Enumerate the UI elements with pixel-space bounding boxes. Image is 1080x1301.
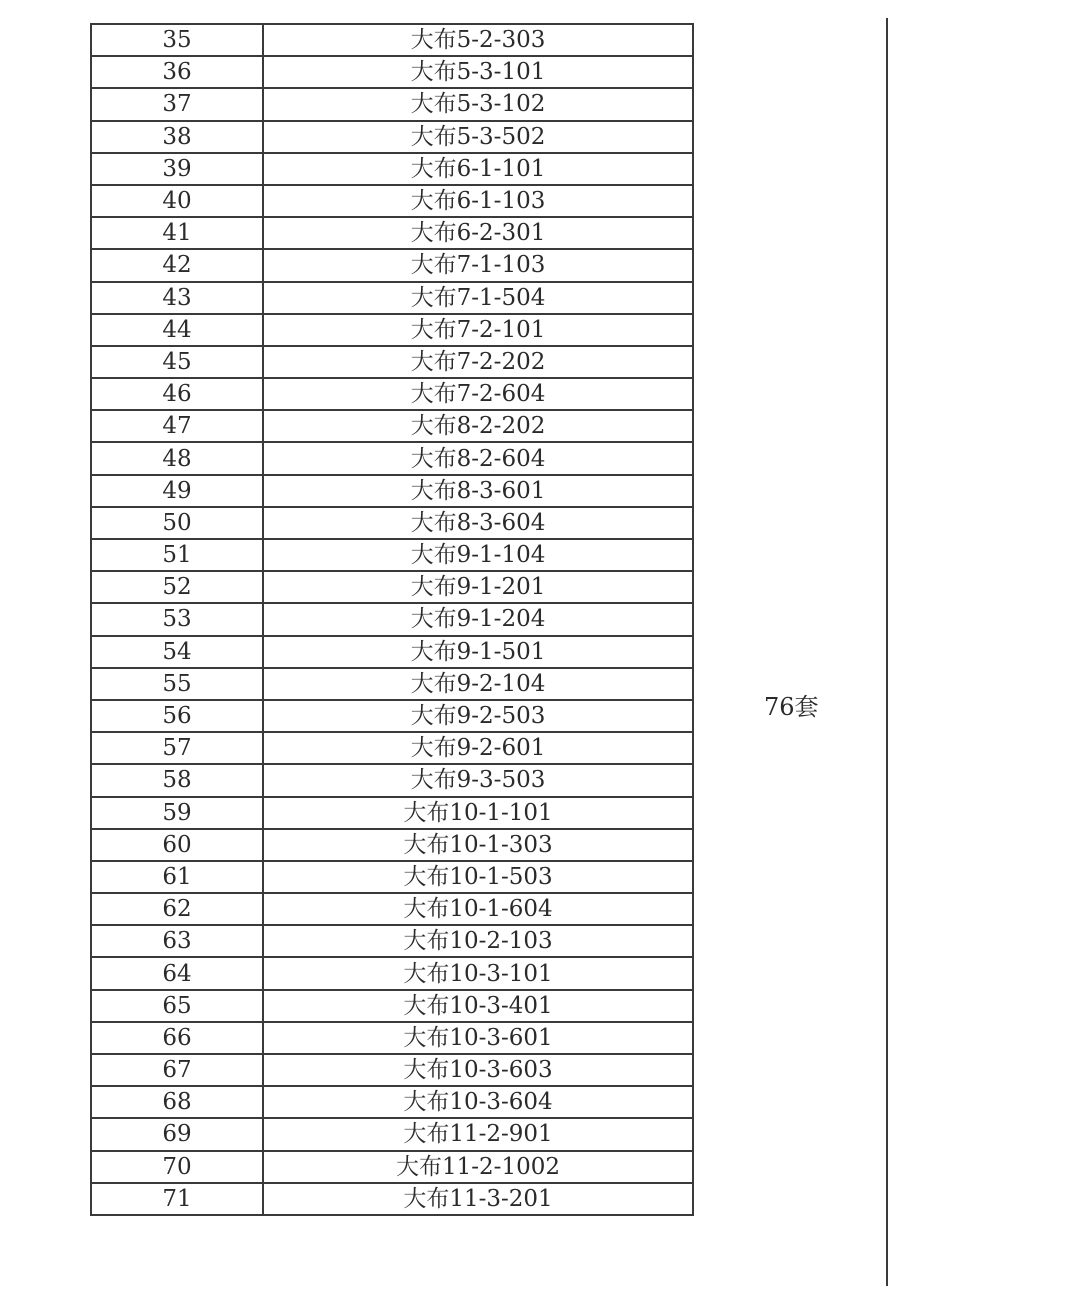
row-number-cell: 52 bbox=[91, 571, 263, 603]
table-row bbox=[91, 24, 693, 56]
row-number-cell: 57 bbox=[91, 732, 263, 764]
total-count-label: 76套 bbox=[764, 693, 819, 721]
room-id-cell: 大布9-2-503 bbox=[263, 700, 693, 732]
room-id-cell: 大布10-3-401 bbox=[263, 990, 693, 1022]
row-number-cell: 42 bbox=[91, 249, 263, 281]
room-id-cell: 大布11-2-1002 bbox=[263, 1151, 693, 1183]
table-row bbox=[91, 217, 693, 249]
room-id-cell: 大布10-3-604 bbox=[263, 1086, 693, 1118]
room-id-cell: 大布9-3-503 bbox=[263, 764, 693, 796]
table-row bbox=[91, 1151, 693, 1183]
room-id-cell: 大布7-2-604 bbox=[263, 378, 693, 410]
table-row bbox=[91, 1183, 693, 1215]
room-id-cell: 大布8-2-604 bbox=[263, 442, 693, 474]
room-id-cell: 大布8-2-202 bbox=[263, 410, 693, 442]
row-number-cell: 64 bbox=[91, 957, 263, 989]
row-number-cell: 45 bbox=[91, 346, 263, 378]
table-row bbox=[91, 346, 693, 378]
table-row bbox=[91, 539, 693, 571]
table-row bbox=[91, 1054, 693, 1086]
row-number-cell: 61 bbox=[91, 861, 263, 893]
room-id-cell: 大布7-2-202 bbox=[263, 346, 693, 378]
table-row bbox=[91, 861, 693, 893]
table-row bbox=[91, 153, 693, 185]
table-row bbox=[91, 829, 693, 861]
table-row bbox=[91, 925, 693, 957]
table-row bbox=[91, 1118, 693, 1150]
room-id-cell: 大布6-1-101 bbox=[263, 153, 693, 185]
table-row bbox=[91, 732, 693, 764]
row-number-cell: 35 bbox=[91, 24, 263, 56]
room-id-cell: 大布9-1-501 bbox=[263, 636, 693, 668]
table-row bbox=[91, 507, 693, 539]
room-id-cell: 大布7-1-103 bbox=[263, 249, 693, 281]
room-id-cell: 大布8-3-604 bbox=[263, 507, 693, 539]
table-row bbox=[91, 185, 693, 217]
row-number-cell: 39 bbox=[91, 153, 263, 185]
housing-list-table bbox=[90, 23, 694, 1216]
room-id-cell: 大布9-1-204 bbox=[263, 603, 693, 635]
table-row bbox=[91, 249, 693, 281]
row-number-cell: 69 bbox=[91, 1118, 263, 1150]
row-number-cell: 41 bbox=[91, 217, 263, 249]
table-body bbox=[91, 24, 693, 1215]
row-number-cell: 67 bbox=[91, 1054, 263, 1086]
row-number-cell: 49 bbox=[91, 475, 263, 507]
row-number-cell: 44 bbox=[91, 314, 263, 346]
table-row bbox=[91, 668, 693, 700]
table-row bbox=[91, 990, 693, 1022]
table-row bbox=[91, 764, 693, 796]
room-id-cell: 大布8-3-601 bbox=[263, 475, 693, 507]
row-number-cell: 63 bbox=[91, 925, 263, 957]
table-row bbox=[91, 893, 693, 925]
row-number-cell: 70 bbox=[91, 1151, 263, 1183]
row-number-cell: 36 bbox=[91, 56, 263, 88]
row-number-cell: 50 bbox=[91, 507, 263, 539]
room-id-cell: 大布6-2-301 bbox=[263, 217, 693, 249]
row-number-cell: 43 bbox=[91, 282, 263, 314]
table-row bbox=[91, 957, 693, 989]
room-id-cell: 大布5-2-303 bbox=[263, 24, 693, 56]
room-id-cell: 大布5-3-101 bbox=[263, 56, 693, 88]
room-id-cell: 大布9-2-601 bbox=[263, 732, 693, 764]
room-id-cell: 大布7-2-101 bbox=[263, 314, 693, 346]
table-row bbox=[91, 314, 693, 346]
room-id-cell: 大布10-1-101 bbox=[263, 797, 693, 829]
row-number-cell: 59 bbox=[91, 797, 263, 829]
row-number-cell: 38 bbox=[91, 121, 263, 153]
row-number-cell: 60 bbox=[91, 829, 263, 861]
table-row bbox=[91, 56, 693, 88]
row-number-cell: 56 bbox=[91, 700, 263, 732]
row-number-cell: 66 bbox=[91, 1022, 263, 1054]
room-id-cell: 大布10-1-303 bbox=[263, 829, 693, 861]
room-id-cell: 大布10-3-603 bbox=[263, 1054, 693, 1086]
table-row bbox=[91, 88, 693, 120]
row-number-cell: 53 bbox=[91, 603, 263, 635]
table-row bbox=[91, 571, 693, 603]
row-number-cell: 47 bbox=[91, 410, 263, 442]
table-row bbox=[91, 121, 693, 153]
row-number-cell: 71 bbox=[91, 1183, 263, 1215]
table-row bbox=[91, 442, 693, 474]
row-number-cell: 48 bbox=[91, 442, 263, 474]
room-id-cell: 大布11-3-201 bbox=[263, 1183, 693, 1215]
row-number-cell: 55 bbox=[91, 668, 263, 700]
table-row bbox=[91, 603, 693, 635]
room-id-cell: 大布9-2-104 bbox=[263, 668, 693, 700]
row-number-cell: 62 bbox=[91, 893, 263, 925]
table-row bbox=[91, 410, 693, 442]
room-id-cell: 大布5-3-502 bbox=[263, 121, 693, 153]
row-number-cell: 37 bbox=[91, 88, 263, 120]
row-number-cell: 40 bbox=[91, 185, 263, 217]
room-id-cell: 大布10-1-604 bbox=[263, 893, 693, 925]
table-row bbox=[91, 636, 693, 668]
room-id-cell: 大布7-1-504 bbox=[263, 282, 693, 314]
table-row bbox=[91, 1022, 693, 1054]
right-column-border bbox=[886, 18, 888, 1286]
row-number-cell: 51 bbox=[91, 539, 263, 571]
room-id-cell: 大布9-1-104 bbox=[263, 539, 693, 571]
row-number-cell: 54 bbox=[91, 636, 263, 668]
table-row bbox=[91, 475, 693, 507]
room-id-cell: 大布6-1-103 bbox=[263, 185, 693, 217]
table-row bbox=[91, 700, 693, 732]
table-row bbox=[91, 282, 693, 314]
room-id-cell: 大布9-1-201 bbox=[263, 571, 693, 603]
room-id-cell: 大布11-2-901 bbox=[263, 1118, 693, 1150]
room-id-cell: 大布10-3-601 bbox=[263, 1022, 693, 1054]
row-number-cell: 65 bbox=[91, 990, 263, 1022]
room-id-cell: 大布5-3-102 bbox=[263, 88, 693, 120]
row-number-cell: 58 bbox=[91, 764, 263, 796]
row-number-cell: 68 bbox=[91, 1086, 263, 1118]
row-number-cell: 46 bbox=[91, 378, 263, 410]
room-id-cell: 大布10-2-103 bbox=[263, 925, 693, 957]
room-id-cell: 大布10-1-503 bbox=[263, 861, 693, 893]
table-row bbox=[91, 1086, 693, 1118]
room-id-cell: 大布10-3-101 bbox=[263, 957, 693, 989]
table-row bbox=[91, 797, 693, 829]
table-row bbox=[91, 378, 693, 410]
